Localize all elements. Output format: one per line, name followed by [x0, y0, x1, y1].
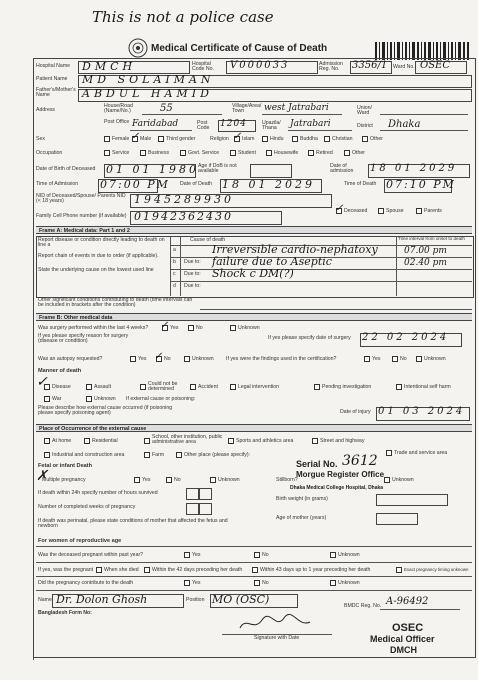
within-43-label: Within 43 days up to 1 year preceding her death: [260, 567, 371, 573]
death-24h-label: If death within 24h specify number of hours survived: [38, 490, 158, 496]
form-title: Medical Certificate of Cause of Death: [151, 43, 328, 54]
hospital-name-label: Hospital Name: [36, 63, 71, 69]
manner-legal-label: Legal intervention: [238, 384, 279, 390]
pregnant-question: Was the deceased pregnant within past year?: [38, 552, 144, 558]
manner-undetermined-label: Could not be determined: [148, 381, 178, 393]
autopsy-no-label: No: [164, 356, 171, 362]
line-a-label: a: [173, 247, 176, 253]
bmdc-value: A-96492: [386, 596, 429, 607]
hospital-code-label: Hospital Code No.: [192, 61, 214, 73]
age-label: Age if DoB is not available: [198, 163, 237, 175]
exact-timing-label: Exact pregnancy timing unknown: [404, 567, 469, 572]
phone-value: 01942362430: [134, 210, 233, 223]
cause-c-value[interactable]: Shock c DM(?): [212, 267, 294, 280]
osec-stamp-role: Medical Officer: [370, 634, 435, 644]
did-yes-label: Yes: [192, 580, 201, 586]
stillborn-label: Stillborn?: [276, 477, 298, 483]
admission-value: 3356/1: [352, 60, 388, 71]
date-injury-value: 01 03 2024: [378, 406, 466, 417]
findings-yes-label: Yes: [372, 356, 381, 362]
when-died-label: When she died: [104, 567, 139, 573]
morgue-sub: Dhaka Medical College Hospital, Dhaka: [290, 485, 384, 491]
sex-third-gender-label: Third gender: [166, 136, 196, 142]
bd-form-label: Bangladesh Form No:: [38, 610, 92, 616]
did-unknown-label: Unknown: [338, 580, 360, 586]
line-d-label: d: [173, 283, 176, 289]
religion-hindu-label: Hindu: [270, 136, 284, 142]
completed-weeks-label: Number of completed weeks of pregnancy: [38, 504, 136, 510]
due-to-c: Due to:: [184, 271, 201, 277]
date-death-value: 18 01 2029: [222, 178, 315, 191]
report-chain-text: Report chain of events in due to order (if applicable).: [38, 253, 159, 259]
state-underlying-text: State the underlying cause on the lowest used line: [38, 267, 154, 273]
nid-value: 1945289930: [134, 193, 234, 206]
cause-col-header: Cause of death: [190, 237, 226, 243]
union-label: Union/ Ward: [357, 105, 372, 117]
religion-buddha-label: Buddha: [300, 136, 318, 142]
manner-assault-label: Assault: [94, 384, 112, 390]
pregnant-yes-label: Yes: [192, 552, 201, 558]
ward-value: OSEC: [420, 60, 450, 71]
cause-b-value[interactable]: failure due to Aseptic: [212, 255, 332, 268]
frame-a-header: Frame A: Medical data: Part 1 and 2: [36, 226, 472, 234]
place-sports-label: Sports and athletics area: [236, 438, 294, 444]
pregnant-no-label: No: [262, 552, 269, 558]
village-value: west Jatrabari: [264, 103, 329, 113]
perinatal-label: If death was perinatal, please state conditions of mother that affected the fetus and newborn: [38, 518, 228, 530]
within-42-label: Within the 42 days preceding her death: [152, 567, 243, 573]
nid-label: NID of Deceased/Spouse/ Parents NID (< 18 years): [36, 193, 126, 205]
external-cause-label: If external cause or poisoning:: [126, 396, 196, 402]
multiple-unknown-label: Unknown: [218, 477, 240, 483]
religion-islam-label: Islam: [242, 136, 255, 142]
occupation-govt-label: Govt. Service: [188, 150, 220, 156]
dob-label: Date of Birth of Deceased: [36, 166, 96, 172]
report-disease-text: Report disease or condition directly leading to death on line a: [38, 237, 165, 249]
multiple-no-label: No: [174, 477, 181, 483]
autopsy-unknown-label: Unknown: [192, 356, 214, 362]
autopsy-question: Was an autopsy requested?: [38, 356, 103, 362]
surgery-date-value: 22 02 2024: [362, 332, 450, 343]
sex-label: Sex: [36, 136, 45, 142]
place-home-label: At home: [52, 438, 72, 444]
place-trade-label: Trade and service area: [394, 450, 448, 456]
time-pregnancy-label: If yes, was the pregnant: [38, 567, 94, 573]
position-value: MO (OSC): [212, 593, 270, 606]
autopsy-no-check-mark-icon: ✓: [154, 351, 163, 362]
upazila-value: Jatrabari: [290, 119, 331, 129]
birth-weight-label: Birth weight (in grams): [276, 496, 328, 502]
doctor-name-label: Name: [38, 597, 52, 603]
occupation-other-label: Other: [352, 150, 365, 156]
surgery-yes-label: Yes: [170, 325, 179, 331]
time-admission-label: Time of Admission: [36, 181, 79, 187]
position-label: Position: [186, 597, 205, 603]
ward-label: Ward No.: [393, 64, 415, 70]
post-office-value: Faridabad: [132, 119, 179, 129]
surgery-no-label: No: [196, 325, 203, 331]
manner-pending-label: Pending investigation: [322, 384, 372, 390]
house-value: 55: [160, 103, 173, 114]
manner-disease-label: Disease: [52, 384, 71, 390]
surgery-yes-check-mark-icon: ✓: [160, 320, 169, 331]
occupation-student-label: Student: [238, 150, 256, 156]
father-name-label: Father's/Mother's Name: [36, 87, 76, 99]
time-b-value[interactable]: 02.40 pm: [404, 258, 447, 268]
cause-a-value[interactable]: Irreversible cardio-nephatoxy: [212, 243, 378, 256]
manner-war-label: War: [52, 396, 62, 402]
date-death-label: Date of Death: [180, 181, 213, 187]
findings-unknown-label: Unknown: [424, 356, 446, 362]
age-mother-label: Age of mother (years): [276, 515, 327, 521]
occupation-label: Occupation: [36, 150, 63, 156]
repro-title: For women of reproductive age: [38, 538, 122, 544]
hospital-name-value: DMCH: [82, 60, 137, 73]
occupation-business-label: Business: [148, 150, 170, 156]
did-no-label: No: [262, 580, 269, 586]
sex-male-label: Male: [140, 136, 152, 142]
surgery-unknown-label: Unknown: [238, 325, 260, 331]
multiple-yes-label: Yes: [142, 477, 151, 483]
due-to-b: Due to:: [184, 259, 201, 265]
manner-accident-label: Accident: [198, 384, 218, 390]
frame-b-header: Frame B: Other medical data: [36, 313, 472, 321]
place-street-label: Street and highway: [320, 438, 365, 444]
dob-value: 01 01 1980: [106, 163, 199, 176]
doctor-name-value: Dr. Dolon Ghosh: [56, 593, 148, 606]
nid-deceased-check-mark-icon: ✓: [335, 203, 344, 214]
sex-female-label: Female: [112, 136, 130, 142]
admission-label: Admission Reg. No.: [319, 61, 343, 73]
district-value: Dhaka: [388, 119, 421, 130]
place-school-label: School, other institution, public administrative area: [152, 434, 223, 446]
religion-label: Religion: [210, 136, 229, 142]
fetal-strike-mark-icon: ✗: [36, 468, 48, 484]
manner-unknown-label: Unknown: [94, 396, 116, 402]
upazila-label: Upazila/ Thana: [262, 120, 281, 132]
religion-other-label: Other: [370, 136, 383, 142]
address-label: Address: [36, 107, 56, 113]
signature-label: Signature with Date: [254, 635, 300, 641]
nid-spouse-label: Spouse: [386, 208, 404, 214]
time-death-value: 07:10 PM: [386, 178, 456, 191]
autopsy-findings-label: If yes were the findings used in the certification?: [226, 356, 337, 362]
district-label: District: [357, 123, 373, 129]
police-case-note: This is not a police case: [92, 8, 274, 26]
surgery-reason-label: If yes please specify reason for surgery (disease or condition): [38, 333, 129, 345]
father-name-value: ABDUL HAMID: [82, 87, 213, 100]
serial-value: 3612: [342, 453, 378, 469]
did-pregnancy-label: Did the pregnancy contribute to the death: [38, 580, 134, 586]
post-code-value: 1204: [220, 119, 247, 129]
house-label: House/Road (Name/No.): [104, 103, 133, 115]
phone-label: Family Cell Phone number (if available): [36, 213, 127, 219]
patient-name-value: MD SOLAIMAN: [82, 73, 215, 86]
place-other-label: Other place (please specify):: [184, 452, 251, 458]
describe-external-label: Please describe how external cause occurred (if poisoning please specify poisoning agent): [38, 405, 173, 417]
pregnant-unknown-label: Unknown: [338, 552, 360, 558]
occupation-retired-label: Retired: [316, 150, 333, 156]
line-c-label: c: [173, 271, 176, 277]
multiple-pregnancy-label: Multiple pregnancy: [42, 477, 86, 483]
due-to-d: Due to:: [184, 283, 201, 289]
date-admission-label: Date of admission: [330, 163, 354, 175]
patient-name-label: Patient Name: [36, 76, 68, 82]
time-a-value[interactable]: 07.00 pm: [404, 246, 447, 256]
surgery-question: Was surgery performed within the last 4 weeks?: [38, 325, 149, 331]
autopsy-yes-label: Yes: [138, 356, 147, 362]
post-office-label: Post Office: [104, 119, 130, 125]
religion-islam-check-mark-icon: ✓: [233, 131, 242, 142]
fetal-title: Fetal or infant Death: [38, 463, 93, 469]
morgue-label: Morgue Register Office: [296, 470, 385, 479]
osec-stamp-dept: DMCH: [390, 645, 417, 655]
nid-parents-label: Parents: [424, 208, 442, 214]
religion-christian-label: Christian: [332, 136, 353, 142]
sex-male-check-mark-icon: ✓: [131, 131, 140, 142]
line-b-label: b: [173, 259, 176, 265]
findings-no-label: No: [400, 356, 407, 362]
interval-col-header: Time interval from onset to death: [398, 236, 465, 241]
time-death-label: Time of Death: [344, 181, 377, 187]
manner-self-harm-label: Intentional self harm: [404, 384, 451, 390]
date-injury-label: Date of injury: [340, 409, 371, 415]
nid-deceased-label: Deceased: [344, 208, 368, 214]
date-admission-value: 18 01 2029: [370, 163, 458, 174]
serial-label: Serial No.: [296, 459, 338, 469]
occupation-housewife-label: Housewife: [274, 150, 299, 156]
surgery-date-label: If yes please specify date of surgery: [268, 335, 351, 341]
government-seal-icon: [128, 38, 148, 58]
place-industrial-label: Industrial and construction area: [52, 452, 125, 458]
hospital-code-value: V000033: [230, 60, 290, 71]
time-admission-value: 07:00 PM: [100, 178, 170, 191]
place-farm-label: Farm: [152, 452, 165, 458]
place-residential-label: Residential: [92, 438, 118, 444]
stillborn-unknown-label: Unknown: [392, 477, 414, 483]
manner-disease-check-mark-icon: ✓: [36, 374, 48, 390]
village-label: Village/Area/ Town: [232, 103, 262, 115]
form-border: [33, 58, 476, 658]
occupation-service-label: Service: [112, 150, 130, 156]
bmdc-label: BMDC Reg. No.: [344, 603, 382, 609]
post-code-label: Post Code: [197, 120, 210, 132]
osec-stamp-title: OSEC: [392, 622, 424, 634]
other-conditions-text: Other significant conditions contributing to death (time intervals can be included in brackets after the condition): [38, 297, 193, 309]
manner-title: Manner of death: [38, 368, 82, 374]
place-header: Place of Occurrence of the external cause: [36, 424, 472, 432]
